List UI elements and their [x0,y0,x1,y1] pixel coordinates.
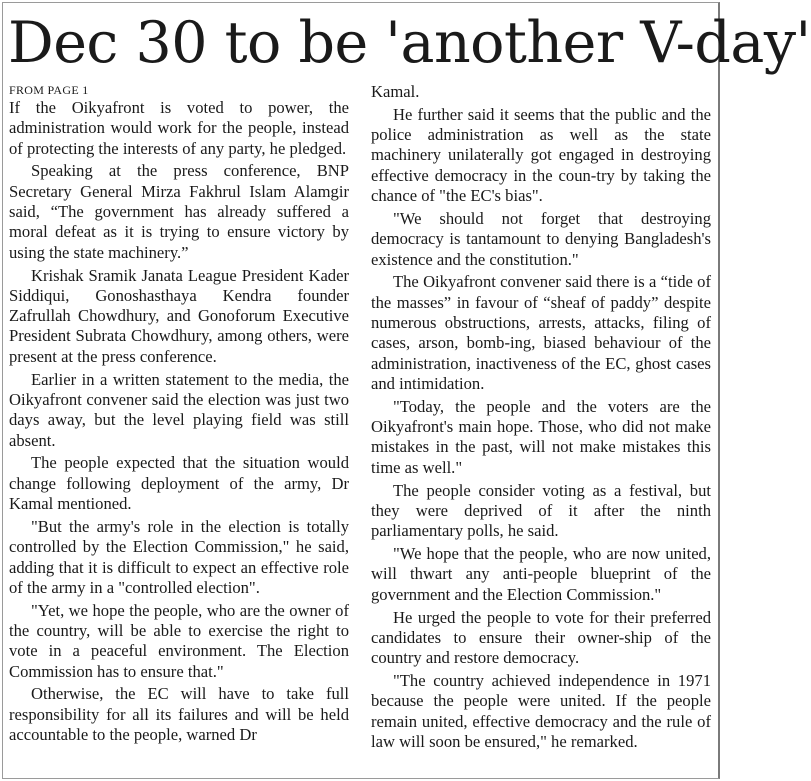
paragraph: "Yet, we hope the people, who are the owner of the country, will be able to exercise the right to vote in a peaceful environment. The Election Commission has to ensure that." [9,600,349,681]
left-column [9,82,349,755]
paragraph: He further said it seems that the public and the police administration as well as the state machinery unilaterally got engaged in destroying effective democracy in the coun-try by taking the chance of "the EC's bias". [371,104,711,206]
paragraph: "We should not forget that destroying democracy is tantamount to denying Bangladesh's existence and the constitution." [371,208,711,269]
paragraph: Krishak Sramik Janata League President Kader Siddiqui, Gonoshasthaya Kendra founder Zafrullah Chowdhury, and Gonoforum Executive President Subrata Chowdhury, among others, were present at the press conference. [9,265,349,366]
page-continuation-kicker: FROM PAGE 1 [9,83,89,97]
paragraph: If the Oikyafront is voted to power, the administration would work for the people, instead of protecting the interests of any party, he pledged. [9,98,349,158]
paragraph: "We hope that the people, who are now united, will thwart any anti-people blueprint of the government and the Election Commission." [371,544,711,604]
paragraph: "Today, the people and the voters are the Oikyafront's main hope. Those, who did not make mistakes in the past, will not make mistakes this time as well." [371,396,711,477]
paragraph: Otherwise, the EC will have to take full responsibility for all its failures and will be held accountable to the people, warned Dr [9,684,349,745]
paragraph: "The country achieved independence in 1971 because the people were united. If the people remain united, effective democracy and the rule of law will soon be ensured," he remarked. [371,671,711,751]
paragraph: He urged the people to vote for their preferred candidates to ensure their owner-ship of the country and restore democracy. [371,607,711,668]
paragraph: The people expected that the situation would change following deployment of the army, Dr Kamal mentioned. [9,453,349,514]
right-column [371,82,711,755]
paragraph: "But the army's role in the election is totally controlled by the Election Commission," he said, adding that it is difficult to expect an effective role of the army in a "controlled election". [9,516,349,597]
article-body [9,82,711,755]
paragraph: The Oikyafront convener said there is a “tide of the masses” in favour of “sheaf of paddy” despite numerous obstructions, arrests, attacks, filing of cases, arson, bomb-ing, biased behaviour of the administration, inactiveness of the EC, ghost cases and intimidation. [371,272,711,393]
paragraph: Speaking at the press conference, BNP Secretary General Mirza Fakhrul Islam Alamgir said, “The government has already suffered a moral defeat as it is trying to ensure victory by using the state machinery.” [9,161,349,262]
paragraph: Earlier in a written statement to the media, the Oikyafront convener said the election was just two days away, but the level playing field was still absent. [9,369,349,450]
paragraph-continuation: Kamal. [371,82,420,101]
paragraph: The people consider voting as a festival, but they were deprived of it after the ninth parliamentary polls, he said. [371,480,711,541]
headline: Dec 30 to be 'another V-day' [8,10,811,76]
